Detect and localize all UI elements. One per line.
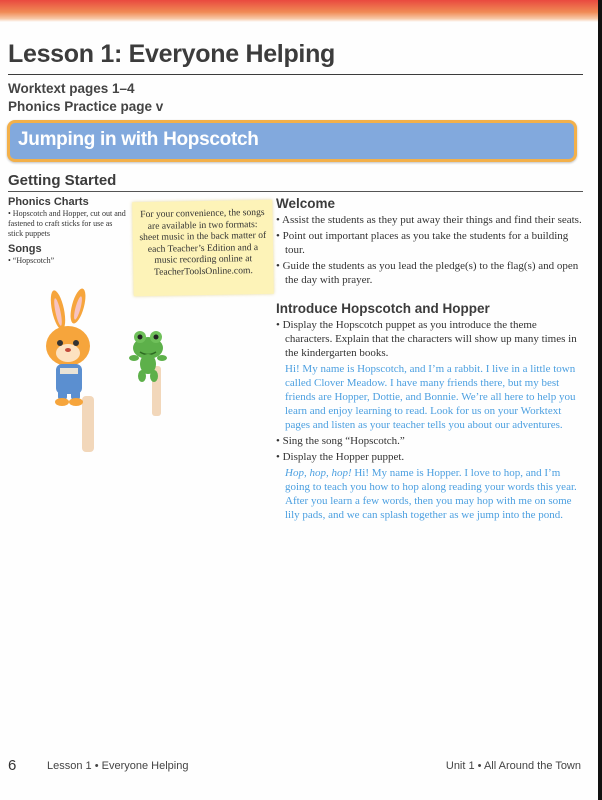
materials-sidebar <box>8 196 126 266</box>
sing-song-bullet: • Sing the song “Hopscotch.” <box>276 435 405 447</box>
phonics-charts-heading: Phonics Charts <box>8 196 89 208</box>
introduce-bullet: • Display the Hopscotch puppet as you introduce the theme characters. Explain that the characters will show up many times in the kindergarten books. <box>276 319 577 359</box>
welcome-section <box>276 196 584 287</box>
hopper-speech-rest: Hi! My name is Hopper. I love to hop, and I’m going to teach you how to hop along reading your words this year. After you learn a few words, then you may hop with me on some lily pads, and we can splash together as we jump into the pond. <box>285 467 577 521</box>
songs-heading: Songs <box>8 243 42 255</box>
hopscotch-rabbit-puppet-illustration <box>36 288 106 453</box>
hopscotch-speech: Hi! My name is Hopscotch, and I’m a rabbit. I live in a little town called Clover Meadow. I have many friends there, but my best friends are Hopper, Dottie, and Bonnie. We’re all here to help you learn and enjoy learning to read. Look for us on your Worktext pages and listen as your teacher tells you about our adventures. <box>285 363 576 431</box>
hopper-speech <box>285 466 584 522</box>
introduce-section <box>276 301 584 522</box>
welcome-bullet: • Assist the students as they put away their things and find their seats. <box>276 214 582 226</box>
page-edge <box>598 0 602 800</box>
footer-lesson: Lesson 1 • Everyone Helping <box>47 760 189 772</box>
worktext-reference: Worktext pages 1–4 <box>8 81 135 96</box>
songs-item: • “Hopscotch” <box>8 256 55 265</box>
footer-unit: Unit 1 • All Around the Town <box>445 760 581 772</box>
welcome-bullet: • Guide the students as you lead the pledge(s) to the flag(s) and open the day with prayer. <box>276 260 579 286</box>
title-divider <box>8 74 583 75</box>
section-banner <box>7 120 577 162</box>
section-heading: Getting Started <box>8 172 117 189</box>
introduce-heading: Introduce Hopscotch and Hopper <box>276 301 490 316</box>
phonics-charts-item: • Hopscotch and Hopper, cut out and fastened to craft sticks for use as stick puppets <box>8 209 126 238</box>
page-title: Lesson 1: Everyone Helping <box>8 40 336 68</box>
display-hopper-bullet: • Display the Hopper puppet. <box>276 451 405 463</box>
top-color-bar <box>0 0 602 22</box>
welcome-heading: Welcome <box>276 196 336 211</box>
sticky-note: For your convenience, the songs are available in two formats: sheet music in the back matter of each Teacher’s Edition and a music recording online at TeacherToolsOnline.com. <box>132 200 274 296</box>
page-references <box>8 80 163 116</box>
page-number: 6 <box>8 757 17 774</box>
hopper-frog-puppet-illustration <box>128 326 170 418</box>
hopper-speech-lead: Hop, hop, hop! <box>285 467 352 479</box>
banner-title: Jumping in with Hopscotch <box>18 129 259 150</box>
welcome-bullet: • Point out important places as you take the students for a building tour. <box>276 230 569 256</box>
section-divider <box>8 191 583 192</box>
phonics-reference: Phonics Practice page v <box>8 99 164 114</box>
